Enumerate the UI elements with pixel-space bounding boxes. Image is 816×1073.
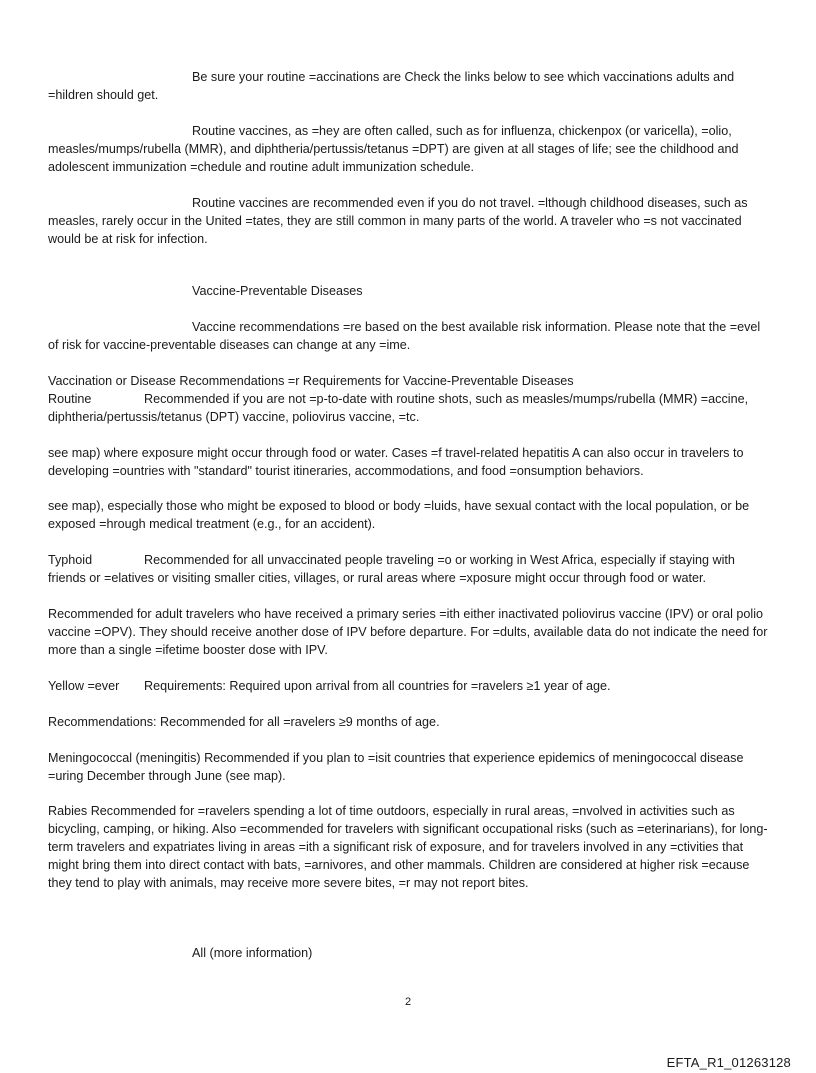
paragraph-hepatitis-a: see map) where exposure might occur through food or water. Cases =f travel-related hepatitis A can also occur in travelers to developing =ountries with "standard" tourist itineraries, accommodations, and food =onsumption behaviors. [48,446,744,478]
bates-stamp: EFTA_R1_01263128 [666,1055,791,1070]
paragraph-meningococcal: Meningococcal (meningitis) Recommended if you plan to =isit countries that experience epidemics of meningococcal disease =uring December through June (see map). [48,751,744,783]
row-typhoid [48,551,768,587]
table-header: Vaccination or Disease Recommendations =r Requirements for Vaccine-Preventable Diseases [48,374,574,388]
row-label-routine: Routine [48,392,92,406]
row-label-yellow-fever: Yellow =ever [48,679,120,693]
row-yellow-fever [48,677,768,695]
row-text-yellow-fever: Requirements: Required upon arrival from all countries for =ravelers ≥1 year of age. [144,679,611,693]
paragraph-rabies: Rabies Recommended for =ravelers spending a lot of time outdoors, especially in rural areas, =nvolved in activities such as bicycling, camping, or hiking. Also =ecommended for travelers with significant occupational risks (such as =eterinarians), for long-term travelers and expatriates living in areas =ith a significant risk of exposure, and for travelers involved in any =ctivities that might bring them into direct contact with bats, =arnivores, and other mammals. Children are considered at higher risk =ecause they tend to play with animals, may receive more severe bites, =r may not report bites. [48,804,768,890]
row-text-routine: Recommended if you are not =p-to-date with routine shots, such as measles/mumps/rubella (MMR) =accine, diphtheria/pertussis/tetanus (DPT) vaccine, poliovirus vaccine, =tc. [48,392,749,424]
row-text-typhoid: Recommended for all unvaccinated people traveling =o or working in West Africa, especially if staying with friends or =elatives or visiting smaller cities, villages, or rural areas where =xposure might occur through food or water. [48,553,735,585]
paragraph-polio: Recommended for adult travelers who have received a primary series =ith either inactivated poliovirus vaccine (IPV) or oral polio vaccine =OPV). They should receive another dose of IPV before departure. For =dults, available data do not indicate the need for more than a single =ifetime booster dose with IPV. [48,607,768,657]
page-number: 2 [404,996,412,1008]
paragraph-hepatitis-b: see map), especially those who might be exposed to blood or body =luids, have sexual contact with the local population, or be exposed =hrough medical treatment (e.g., for an accident). [48,499,750,531]
paragraph-recommended-no-travel: Routine vaccines are recommended even if you do not travel. =lthough childhood diseases, such as measles, rarely occur in the United =tates, they are still common in many parts of the world. A traveler who =s not vaccinated would be at risk for infection. [48,196,748,246]
row-routine [48,390,768,426]
section-heading: Vaccine-Preventable Diseases [192,284,363,298]
paragraph-routine-vaccines: Routine vaccines, as =hey are often called, such as for influenza, chickenpox (or varicella), =olio, measles/mumps/rubella (MMR), and diphtheria/pertussis/tetanus =DPT) are given at all stages of life; see the childhood and adolescent immunization =chedule and routine adult immunization schedule. [48,124,739,174]
all-more-information: All (more information) [192,946,313,960]
row-label-typhoid: Typhoid [48,553,93,567]
paragraph-routine-vaccinations: Be sure your routine =accinations are Check the links below to see which vaccinations adults and =hildren should get. [48,70,735,102]
paragraph-yellow-fever-recommendations: Recommendations: Recommended for all =ravelers ≥9 months of age. [48,715,440,729]
paragraph-vaccine-recommendations: Vaccine recommendations =re based on the best available risk information. Please note that the =evel of risk for vaccine-preventable diseases can change at any =ime. [48,320,761,352]
